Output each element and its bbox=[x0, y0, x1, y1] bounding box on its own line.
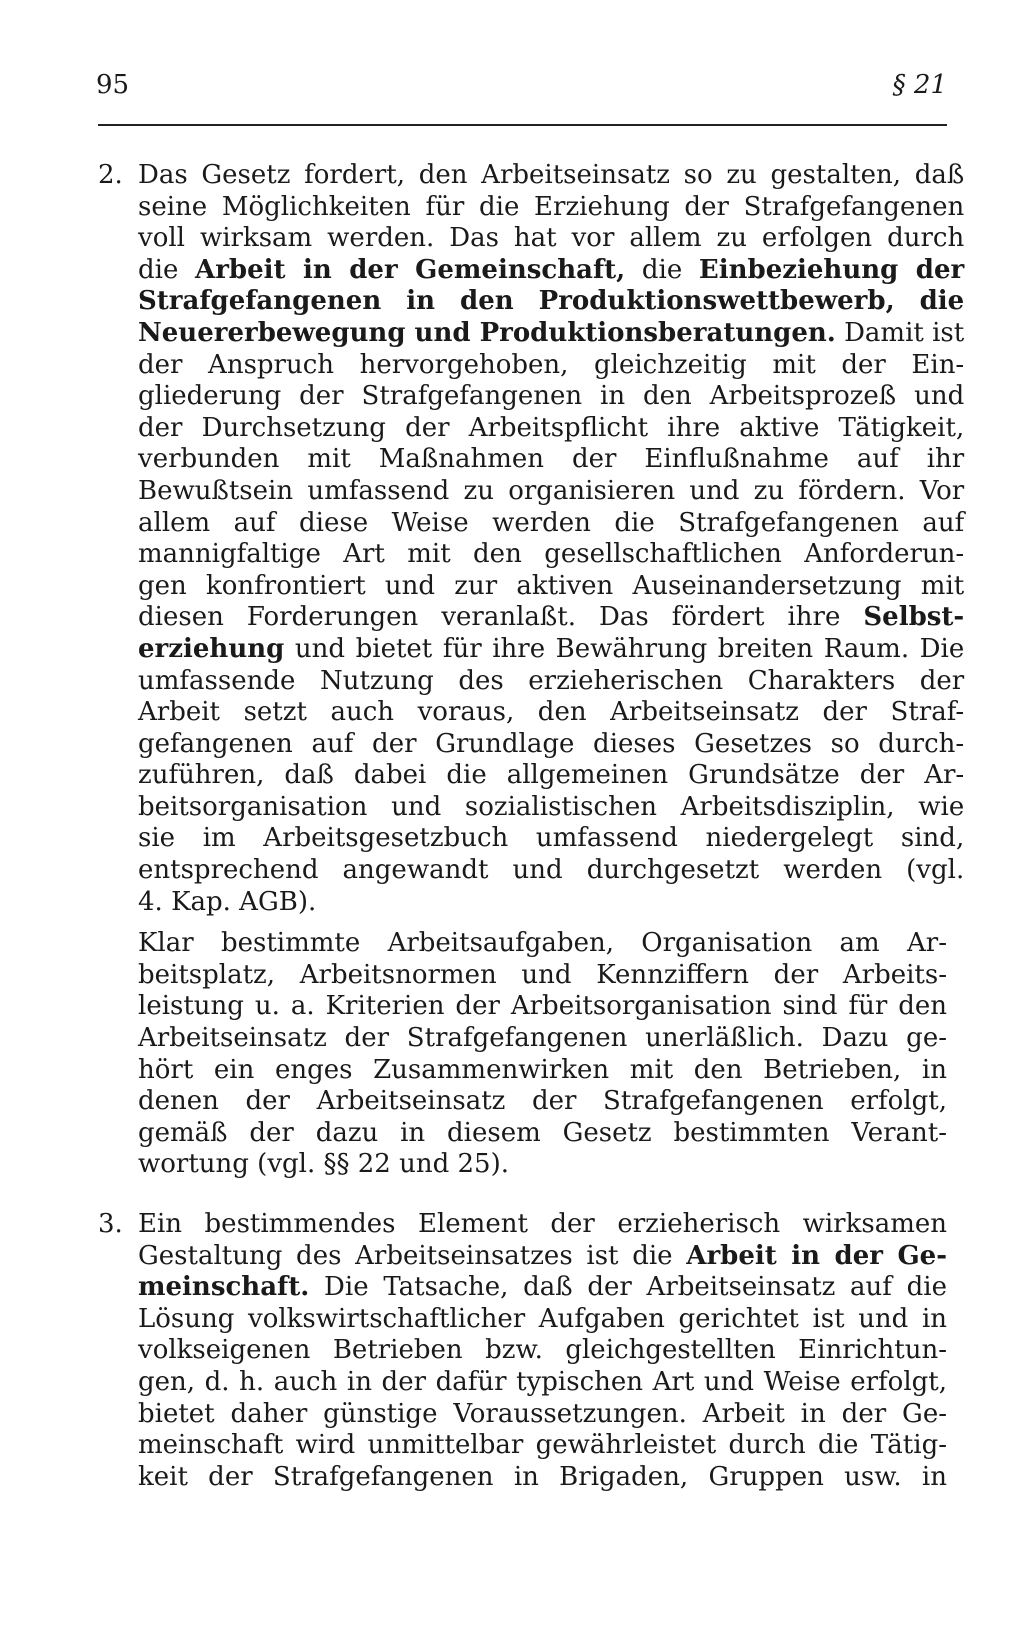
text-line: voll wirksam werden. Das hat vor allem zu erfolgen durch bbox=[138, 223, 965, 254]
item-3 bbox=[98, 1209, 947, 1493]
text-line: beitsplatz, Arbeitsnormen und Kennziffern der Arbeits- bbox=[138, 959, 947, 990]
emphasis: Selbst- bbox=[863, 602, 965, 633]
text-line: Klar bestimmte Arbeitsaufgaben, Organisation am Ar- bbox=[138, 928, 947, 959]
emphasis: meinschaft. bbox=[138, 1272, 310, 1303]
text-line bbox=[138, 286, 964, 318]
emphasis: Strafgefangenen in den Produktionswettbewerb, die bbox=[138, 286, 965, 317]
text-line: Bewußtsein umfassend zu organisieren und zu fördern. Vor bbox=[138, 475, 965, 506]
text-line: seine Möglichkeiten für die Erziehung der Strafgefangenen bbox=[138, 191, 965, 222]
text-line: verbunden mit Maßnahmen der Einflußnahme auf ihr bbox=[138, 444, 965, 475]
text-line: der Durchsetzung der Arbeitspflicht ihre aktive Tätigkeit, bbox=[138, 412, 965, 443]
text-line: erziehung und bietet für ihre Bewährung breiten Raum. Die bbox=[138, 633, 965, 664]
text-line: Gestaltung des Arbeitseinsatzes ist die Arbeit in der Ge- bbox=[138, 1240, 947, 1271]
item-2-text bbox=[138, 160, 964, 918]
item-number: 3. bbox=[98, 1209, 123, 1239]
text-line: Neuererbewegung und Produktionsberatungen. Damit ist bbox=[138, 317, 965, 348]
emphasis: Neuererbewegung und Produktionsberatungen. bbox=[138, 317, 836, 348]
emphasis: Einbeziehung der bbox=[698, 254, 965, 285]
text-line: gen, d. h. auch in der dafür typischen Art und Weise erfolgt, bbox=[138, 1366, 947, 1397]
text-line: entsprechend angewandt und durchgesetzt werden (vgl. bbox=[138, 855, 965, 886]
text-line: hört ein enges Zusammenwirken mit den Betrieben, in bbox=[138, 1054, 947, 1085]
item-2 bbox=[98, 160, 965, 918]
emphasis: Arbeit in der Ge- bbox=[686, 1240, 947, 1271]
text-line: zuführen, daß dabei die allgemeinen Grundsätze der Ar- bbox=[138, 760, 965, 791]
text-line: meinschaft. Die Tatsache, daß der Arbeitseinsatz auf die bbox=[138, 1272, 947, 1303]
text-line: volkseigenen Betrieben bzw. gleichgestellten Einrichtun- bbox=[138, 1335, 947, 1366]
text-line: bietet daher günstige Voraussetzungen. Arbeit in der Ge- bbox=[138, 1398, 947, 1429]
text-line: Arbeitseinsatz der Strafgefangenen unerläßlich. Dazu ge- bbox=[138, 1023, 947, 1054]
text-line: wortung (vgl. §§ 22 und 25). bbox=[138, 1149, 510, 1180]
item-3-text bbox=[138, 1209, 947, 1493]
item-number: 2. bbox=[98, 160, 123, 190]
text-line: Ein bestimmendes Element der erzieherisch wirksamen bbox=[138, 1209, 947, 1239]
text-line: Arbeit setzt auch voraus, den Arbeitseinsatz der Straf- bbox=[138, 697, 965, 728]
text-line: beitsorganisation und sozialistischen Arbeitsdisziplin, wie bbox=[138, 791, 965, 822]
page-header bbox=[96, 70, 947, 110]
section-reference: § 21 bbox=[892, 70, 947, 100]
text-line: gliederung der Strafgefangenen in den Arbeitsprozeß und bbox=[138, 381, 965, 412]
text-line: sie im Arbeitsgesetzbuch umfassend niedergelegt sind, bbox=[138, 823, 965, 854]
text-line: Das Gesetz fordert, den Arbeitseinsatz so zu gestalten, daß bbox=[138, 160, 965, 190]
text-line: denen der Arbeitseinsatz der Strafgefangenen erfolgt, bbox=[138, 1086, 947, 1117]
page-number: 95 bbox=[96, 70, 130, 100]
text-line: Lösung volkswirtschaftlicher Aufgaben gerichtet ist und in bbox=[138, 1303, 947, 1334]
text-line: meinschaft wird unmittelbar gewährleistet durch die Tätig- bbox=[138, 1430, 947, 1461]
text-line: die Arbeit in der Gemeinschaft, die Einbeziehung der bbox=[138, 254, 965, 285]
text-line: diesen Forderungen veranlaßt. Das fördert ihre Selbst- bbox=[138, 602, 965, 633]
text-line: umfassende Nutzung des erzieherischen Charakters der bbox=[138, 665, 965, 696]
text-line: leistung u. a. Kriterien der Arbeitsorganisation sind für den bbox=[138, 991, 947, 1022]
page-body bbox=[98, 160, 965, 1493]
header-rule bbox=[98, 124, 947, 126]
emphasis: Arbeit in der Gemeinschaft, bbox=[195, 254, 626, 285]
text-line: gemäß der dazu in diesem Gesetz bestimmten Verant- bbox=[138, 1117, 947, 1148]
text-line: keit der Strafgefangenen in Brigaden, Gruppen usw. in bbox=[138, 1461, 947, 1492]
text-line: der Anspruch hervorgehoben, gleichzeitig mit der Ein- bbox=[138, 349, 965, 380]
text-line: allem auf diese Weise werden die Strafgefangenen auf bbox=[138, 507, 965, 538]
text-line: 4. Kap. AGB). bbox=[138, 886, 317, 917]
text-line: gefangenen auf der Grundlage dieses Gesetzes so durch- bbox=[138, 728, 965, 759]
text-line: mannigfaltige Art mit den gesellschaftlichen Anforderun- bbox=[138, 539, 965, 570]
emphasis: erziehung bbox=[138, 633, 285, 664]
text-line: gen konfrontiert und zur aktiven Auseinandersetzung mit bbox=[138, 570, 965, 601]
item-2-paragraph-2 bbox=[138, 928, 947, 1181]
